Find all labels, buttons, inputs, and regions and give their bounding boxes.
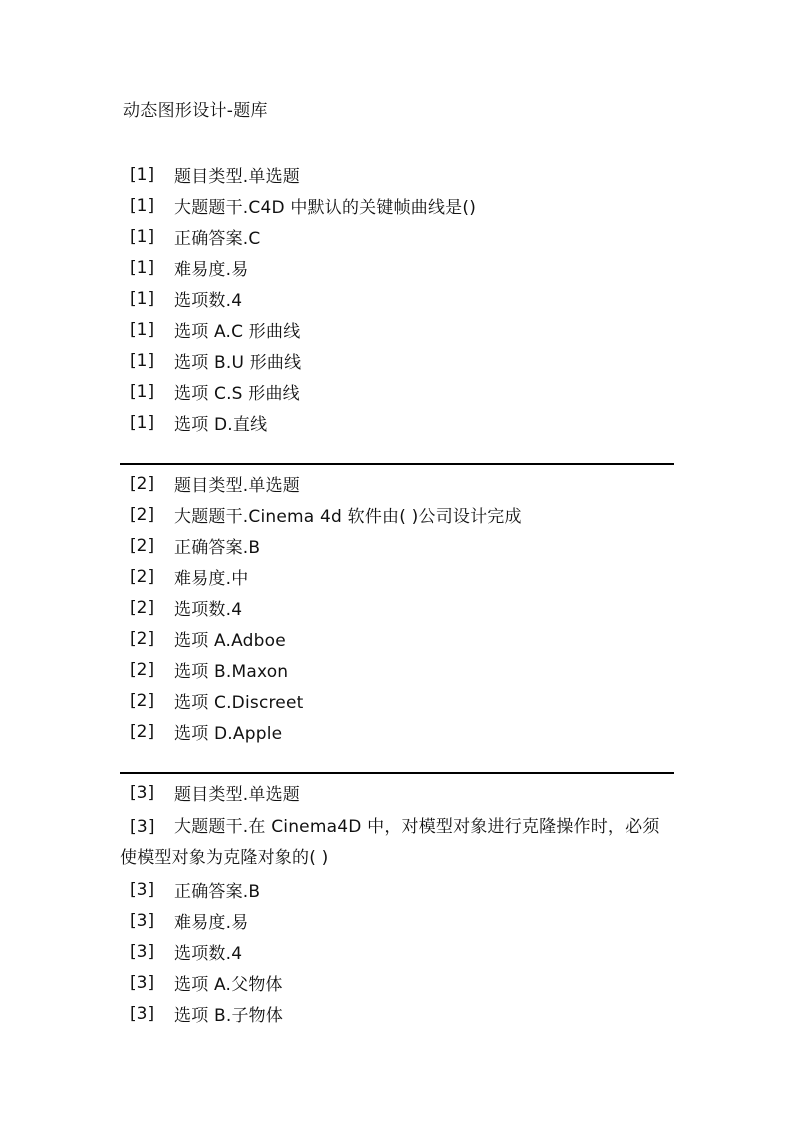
option-b: 选项 B.子物体 (174, 1006, 284, 1026)
question-index: [2] (130, 504, 155, 525)
question-type-row (120, 777, 674, 808)
option-a: 选项 A.父物体 (174, 975, 283, 995)
option-b: 选项 B.U 形曲线 (174, 353, 302, 373)
question-index: [1] (130, 381, 155, 402)
question-index: [1] (130, 226, 155, 247)
difficulty-row (120, 561, 674, 592)
option-count: 选项数.4 (174, 291, 243, 311)
question-block-2 (120, 468, 674, 747)
question-stem: 大题题干.在 Cinema4D 中，对模型对象进行克隆操作时，必须使模型对象为克隆对象的( ) (120, 817, 660, 868)
question-index: [2] (130, 628, 155, 649)
question-stem-row (120, 499, 674, 530)
option-a-row (120, 967, 674, 998)
difficulty-row (120, 905, 674, 936)
option-b: 选项 B.Maxon (174, 662, 289, 682)
document-title: 动态图形设计-题库 (123, 101, 268, 121)
correct-answer-row (120, 874, 674, 905)
question-stem: 大题题干.Cinema 4d 软件由( )公司设计完成 (174, 507, 522, 527)
option-count: 选项数.4 (174, 600, 243, 620)
question-divider (120, 772, 674, 774)
question-index: [1] (130, 195, 155, 216)
question-index: [2] (130, 597, 155, 618)
option-b-row (120, 345, 674, 376)
option-b-row (120, 654, 674, 685)
question-index: [1] (130, 319, 155, 340)
difficulty-row (120, 252, 674, 283)
question-index: [1] (130, 164, 155, 185)
question-type-row (120, 159, 674, 190)
question-index: [3] (130, 782, 155, 803)
question-type: 题目类型.单选题 (174, 785, 301, 805)
question-index: [2] (130, 535, 155, 556)
question-index: [2] (130, 473, 155, 494)
question-index: [3] (130, 1003, 155, 1024)
option-c-row (120, 685, 674, 716)
option-c: 选项 C.S 形曲线 (174, 384, 300, 404)
option-a: 选项 A.C 形曲线 (174, 322, 301, 342)
question-stem-row (120, 190, 674, 221)
correct-answer: 正确答案.C (174, 229, 261, 249)
option-d-row (120, 716, 674, 747)
option-count-row (120, 592, 674, 623)
difficulty: 难易度.易 (174, 260, 249, 280)
question-index: [3] (130, 817, 155, 837)
question-index: [3] (130, 972, 155, 993)
option-c-row (120, 376, 674, 407)
question-index: [2] (130, 566, 155, 587)
correct-answer-row (120, 221, 674, 252)
option-count: 选项数.4 (174, 944, 243, 964)
question-block-1 (120, 159, 674, 438)
question-index: [2] (130, 659, 155, 680)
question-index: [1] (130, 350, 155, 371)
option-d: 选项 D.直线 (174, 415, 268, 435)
option-count-row (120, 283, 674, 314)
correct-answer-row (120, 530, 674, 561)
question-index: [3] (130, 941, 155, 962)
question-type: 题目类型.单选题 (174, 167, 301, 187)
question-type-row (120, 468, 674, 499)
option-c: 选项 C.Discreet (174, 693, 304, 713)
question-divider (120, 463, 674, 465)
question-index: [1] (130, 412, 155, 433)
question-index: [1] (130, 257, 155, 278)
question-stem: 大题题干.C4D 中默认的关键帧曲线是() (174, 198, 477, 218)
question-index: [3] (130, 879, 155, 900)
option-d: 选项 D.Apple (174, 724, 283, 744)
question-index: [2] (130, 721, 155, 742)
option-d-row (120, 407, 674, 438)
difficulty: 难易度.易 (174, 913, 249, 933)
option-a-row (120, 623, 674, 654)
question-index: [2] (130, 690, 155, 711)
option-b-row (120, 998, 674, 1029)
question-stem-row (120, 808, 674, 874)
question-index: [1] (130, 288, 155, 309)
option-count-row (120, 936, 674, 967)
question-index: [3] (130, 910, 155, 931)
option-a: 选项 A.Adboe (174, 631, 286, 651)
question-type: 题目类型.单选题 (174, 476, 301, 496)
question-block-3 (120, 777, 674, 1029)
correct-answer: 正确答案.B (174, 882, 261, 902)
difficulty: 难易度.中 (174, 569, 249, 589)
option-a-row (120, 314, 674, 345)
correct-answer: 正确答案.B (174, 538, 261, 558)
